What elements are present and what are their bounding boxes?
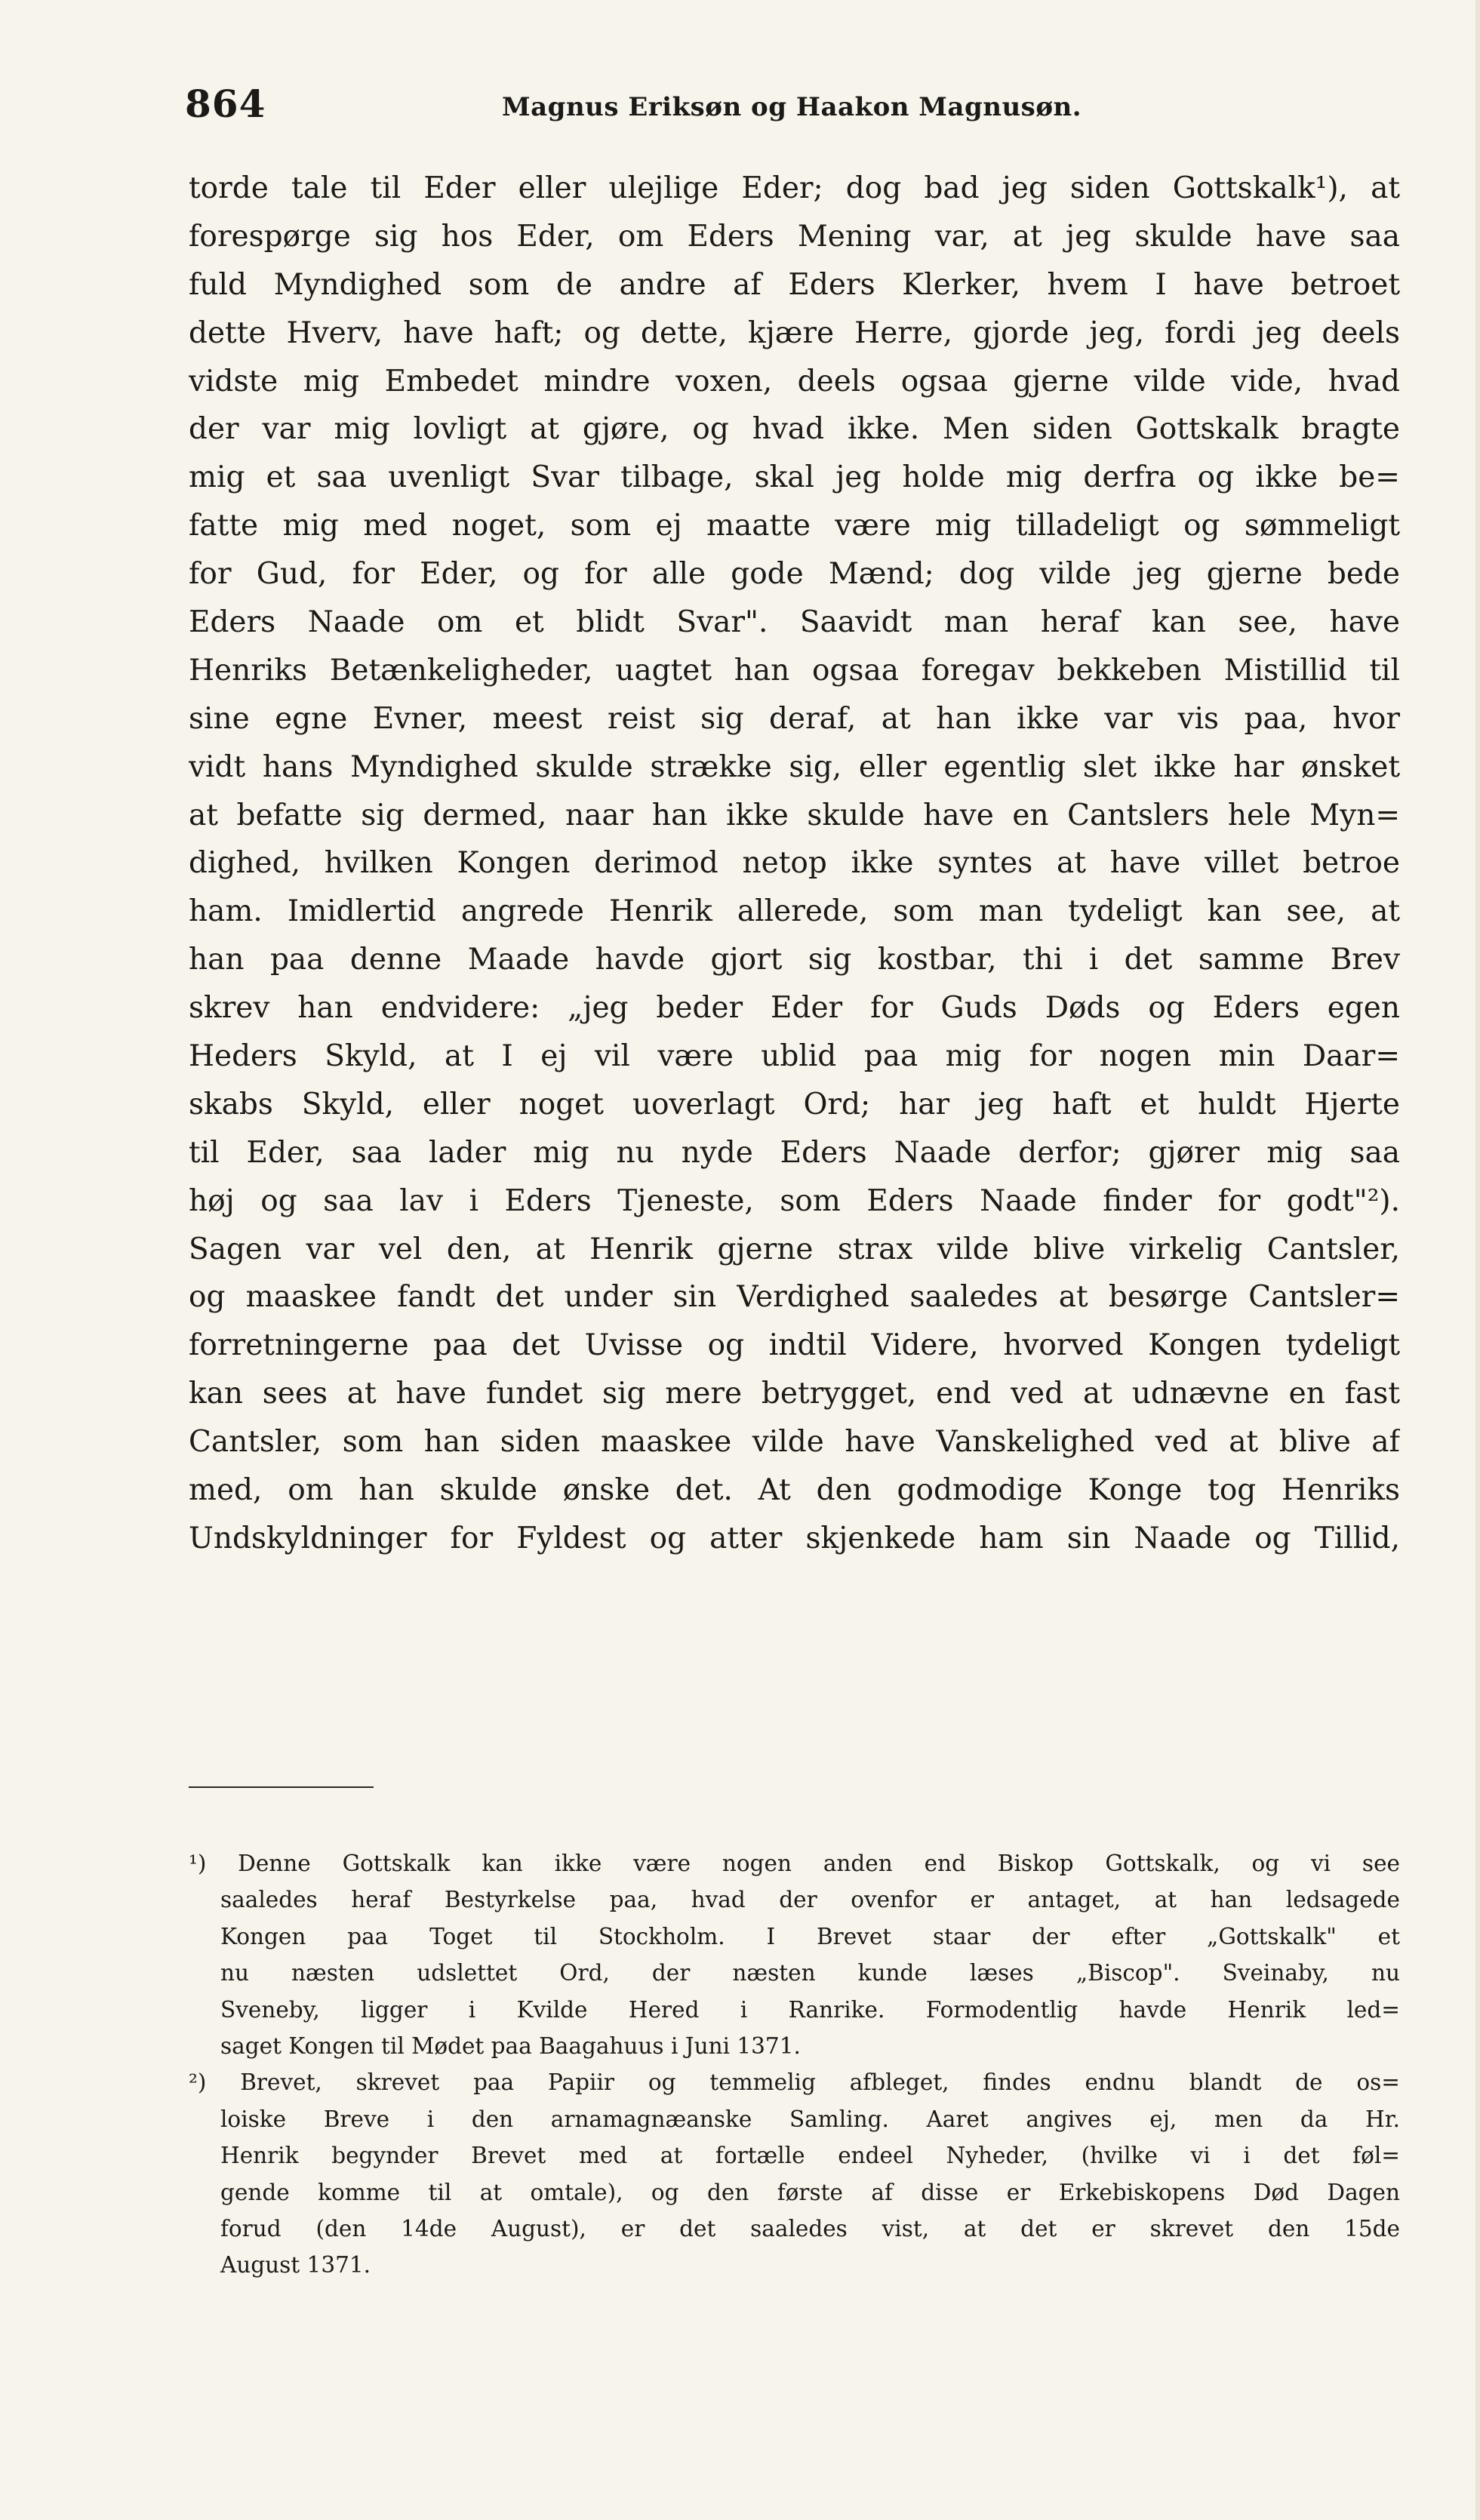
body-line: høj og saa lav i Eders Tjeneste, som Eders Naade finder for godt"²). [189,1183,1400,1218]
footnote-line: saget Kongen til Mødet paa Baagahuus i Juni 1371. [220,2032,801,2059]
body-line: kan sees at have fundet sig mere betrygget, end ved at udnævne en fast [189,1377,1400,1411]
footnote-line: gende komme til at omtale), og den første af disse er Erkebiskopens Død Dagen [220,2179,1400,2205]
footnote-line: forud (den 14de August), er det saaledes vist, at det er skrevet den 15de [220,2215,1400,2242]
body-line: dighed, hvilken Kongen derimod netop ikke syntes at have villet betroe [189,846,1400,881]
footnote-line: Sveneby, ligger i Kvilde Hered i Ranrike. Formodentlig havde Henrik led= [220,1996,1400,2023]
body-line: fuld Myndighed som de andre af Eders Klerker, hvem I have betroet [189,267,1400,302]
footnote-line: Henrik begynder Brevet med at fortælle endeel Nyheder, (hvilke vi i det føl= [220,2143,1400,2169]
footnote-divider [189,1786,374,1788]
body-line: Cantsler, som han siden maaskee vilde have Vanskelighed ved at blive af [189,1425,1400,1460]
body-line: for Gud, for Eder, og for alle gode Mænd; dog vilde jeg gjerne bede [189,557,1400,592]
page-header [185,82,1415,134]
footnote-line: saaledes heraf Bestyrkelse paa, hvad der ovenfor er antaget, at han ledsagede [220,1887,1400,1913]
body-line: torde tale til Eder eller ulejlige Eder; dog bad jeg siden Gottskalk¹), at [189,171,1400,205]
body-line: dette Hverv, have haft; og dette, kjære Herre, gjorde jeg, fordi jeg deels [189,315,1400,350]
body-line: med, om han skulde ønske det. At den godmodige Konge tog Henriks [189,1473,1400,1508]
body-line: Undskyldninger for Fyldest og atter skjenkede ham sin Naade og Tillid, [189,1521,1400,1555]
body-line: at befatte sig dermed, naar han ikke skulde have en Cantslers hele Myn= [189,798,1400,832]
body-line: sine egne Evner, meest reist sig deraf, at han ikke var vis paa, hvor [189,701,1400,736]
body-line: fatte mig med noget, som ej maatte være mig tilladeligt og sømmeligt [189,509,1400,543]
footnote-line: nu næsten udslettet Ord, der næsten kunde læses „Biscop". Sveinaby, nu [220,1960,1400,1986]
footnote-line: ¹) Denne Gottskalk kan ikke være nogen anden end Biskop Gottskalk, og vi see [189,1851,1400,1876]
body-line: Henriks Betænkeligheder, uagtet han ogsaa foregav bekkeben Mistillid til [189,653,1400,688]
body-line: han paa denne Maade havde gjort sig kostbar, thi i det samme Brev [189,943,1400,977]
body-line: der var mig lovligt at gjøre, og hvad ikke. Men siden Gottskalk bragte [189,412,1400,447]
body-line: Heders Skyld, at I ej vil være ublid paa mig for nogen min Daar= [189,1039,1400,1074]
body-line: skabs Skyld, eller noget uoverlagt Ord; har jeg haft et huldt Hjerte [189,1087,1400,1122]
footnote-line: Kongen paa Toget til Stockholm. I Brevet staar der efter „Gottskalk" et [220,1923,1400,1949]
page-edge [1475,0,1480,2520]
footnote-line: ²) Brevet, skrevet paa Papiir og temmelig afbleget, findes endnu blandt de os= [189,2069,1400,2096]
footnote-line: loiske Breve i den arnamagnæanske Samling. Aaret angives ej, men da Hr. [220,2106,1400,2132]
body-line: vidste mig Embedet mindre voxen, deels ogsaa gjerne vilde vide, hvad [189,364,1400,398]
body-line: ham. Imidlertid angrede Henrik allerede, som man tydeligt kan see, at [189,894,1400,929]
running-title: Magnus Eriksøn og Haakon Magnusøn. [502,92,1082,122]
body-line: Eders Naade om et blidt Svar". Saavidt man heraf kan see, have [189,605,1400,640]
page-number: 864 [185,82,266,126]
body-line: forespørge sig hos Eder, om Eders Mening var, at jeg skulde have saa [189,219,1400,254]
body-line: skrev han endvidere: „jeg beder Eder for Guds Døds og Eders egen [189,991,1400,1026]
body-line: Sagen var vel den, at Henrik gjerne strax vilde blive virkelig Cantsler, [189,1232,1400,1266]
body-line: og maaskee fandt det under sin Verdighed saaledes at besørge Cantsler= [189,1280,1400,1315]
body-line: til Eder, saa lader mig nu nyde Eders Naade derfor; gjører mig saa [189,1135,1400,1170]
footnotes [189,1845,1400,2284]
body-line: vidt hans Myndighed skulde strække sig, eller egentlig slet ikke har ønsket [189,749,1400,784]
body-line: forretningerne paa det Uvisse og indtil Videre, hvorved Kongen tydeligt [189,1328,1400,1363]
body-line: mig et saa uvenligt Svar tilbage, skal jeg holde mig derfra og ikke be= [189,460,1400,495]
body-text [189,165,1400,1563]
footnote-line: August 1371. [220,2252,371,2278]
